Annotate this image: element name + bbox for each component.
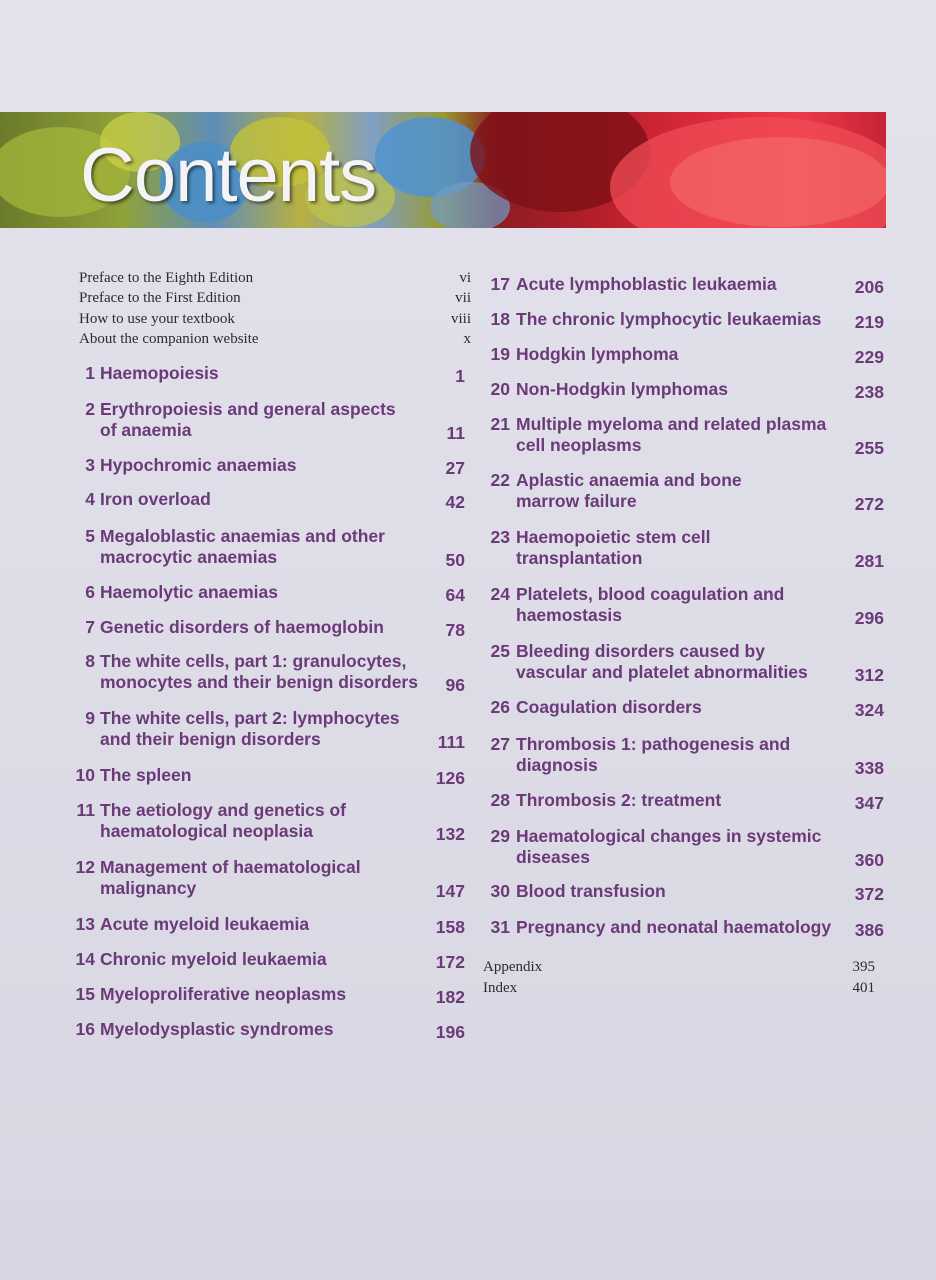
- front-matter-item: [79, 311, 471, 331]
- chapter-number: 15: [75, 984, 95, 1004]
- chapter-page: 64: [445, 585, 465, 605]
- back-matter-title: Index: [483, 980, 518, 996]
- chapter-title: Coagulation disorders: [516, 697, 702, 717]
- back-matter-page: 401: [852, 980, 875, 996]
- chapter-page: 147: [435, 881, 465, 901]
- chapter-number: 16: [75, 1019, 95, 1039]
- chapter-number: 4: [85, 489, 95, 509]
- chapter-page: 182: [435, 987, 465, 1007]
- chapter-number: 26: [490, 697, 510, 717]
- chapter-page: 219: [854, 312, 884, 332]
- chapter-entry: [480, 527, 884, 571]
- back-matter-page: 395: [852, 959, 875, 975]
- chapter-title: Iron overload: [100, 489, 211, 509]
- chapter-entry: [480, 790, 884, 812]
- chapter-page: 360: [854, 850, 884, 870]
- chapter-page: 281: [854, 551, 884, 571]
- chapter-entry: [60, 363, 465, 385]
- chapter-entry: [60, 949, 465, 971]
- chapter-title: Acute myeloid leukaemia: [100, 914, 310, 934]
- chapter-page: 196: [435, 1022, 465, 1042]
- chapter-page: 255: [854, 438, 884, 458]
- chapter-entry: [480, 917, 884, 939]
- front-matter-item: [79, 270, 471, 290]
- chapter-number: 27: [490, 734, 510, 754]
- chapter-title: Megaloblastic anaemias and other: [100, 526, 385, 546]
- chapter-page: 96: [445, 675, 465, 695]
- chapter-entry: [60, 455, 465, 477]
- chapter-title: Multiple myeloma and related plasma: [516, 414, 827, 434]
- chapter-number: 12: [75, 857, 95, 877]
- chapter-title: Aplastic anaemia and bone: [516, 470, 742, 490]
- chapter-entry: [480, 697, 884, 719]
- chapter-entry: [60, 617, 465, 639]
- chapter-number: 25: [490, 641, 510, 661]
- chapter-entry: [60, 651, 465, 695]
- chapter-title: Bleeding disorders caused by: [516, 641, 765, 661]
- chapter-title: Myelodysplastic syndromes: [100, 1019, 334, 1039]
- chapter-title: The chronic lymphocytic leukaemias: [516, 309, 822, 329]
- chapter-page: 386: [854, 920, 884, 940]
- chapter-entry: [60, 984, 465, 1006]
- chapter-entry: [60, 489, 465, 511]
- chapter-page: 296: [854, 608, 884, 628]
- chapter-page: 229: [854, 347, 884, 367]
- chapter-page: 238: [854, 382, 884, 402]
- chapter-number: 17: [490, 274, 510, 294]
- chapter-entry: [60, 800, 465, 844]
- chapter-number: 13: [75, 914, 95, 934]
- chapter-page: 206: [854, 277, 884, 297]
- page-title: Contents: [80, 133, 377, 218]
- chapter-entry: [60, 708, 465, 752]
- chapter-number: 31: [490, 917, 510, 937]
- chapter-title-line2: marrow failure: [516, 491, 637, 511]
- chapter-number: 23: [490, 527, 510, 547]
- contents-banner: [0, 112, 886, 228]
- chapter-title: Genetic disorders of haemoglobin: [100, 617, 384, 637]
- chapter-page: 126: [435, 768, 465, 788]
- front-matter-page: vii: [455, 290, 471, 306]
- front-matter-title: Preface to the Eighth Edition: [79, 270, 254, 286]
- chapter-number: 2: [85, 399, 95, 419]
- chapter-number: 5: [85, 526, 95, 546]
- chapter-entry: [480, 641, 884, 685]
- chapter-title: The spleen: [100, 765, 192, 785]
- chapter-number: 14: [75, 949, 95, 969]
- chapter-entry: [480, 344, 884, 366]
- chapter-title: Management of haematological: [100, 857, 361, 877]
- chapter-title-line2: monocytes and their benign disorders: [100, 672, 418, 692]
- chapter-title: The aetiology and genetics of: [100, 800, 347, 820]
- chapter-page: 132: [435, 824, 465, 844]
- chapter-entry: [60, 582, 465, 604]
- chapter-title-line2: cell neoplasms: [516, 435, 642, 455]
- chapter-entry: [480, 379, 884, 401]
- front-matter-title: How to use your textbook: [79, 311, 235, 327]
- chapter-title: Thrombosis 1: pathogenesis and: [516, 734, 791, 754]
- chapter-number: 19: [490, 344, 510, 364]
- front-matter-page: vi: [459, 270, 471, 286]
- front-matter-title: Preface to the First Edition: [79, 290, 241, 306]
- chapter-title-line2: diagnosis: [516, 755, 598, 775]
- chapter-title: Haemopoietic stem cell: [516, 527, 711, 547]
- chapter-number: 20: [490, 379, 510, 399]
- chapter-title-line2: of anaemia: [100, 420, 192, 440]
- chapter-title: Acute lymphoblastic leukaemia: [516, 274, 777, 294]
- chapter-title: Haemopoiesis: [100, 363, 219, 383]
- front-matter-page: viii: [450, 311, 471, 327]
- chapter-page: 78: [445, 620, 465, 640]
- chapter-page: 347: [854, 793, 884, 813]
- chapter-title: Chronic myeloid leukaemia: [100, 949, 327, 969]
- back-matter-title: Appendix: [483, 959, 543, 975]
- chapter-entry: [60, 914, 465, 936]
- chapter-title: Thrombosis 2: treatment: [516, 790, 722, 810]
- chapter-title-line2: transplantation: [516, 548, 643, 568]
- chapter-number: 30: [490, 881, 510, 901]
- chapter-number: 10: [75, 765, 95, 785]
- chapter-title-line2: diseases: [516, 847, 590, 867]
- chapter-entry: [60, 399, 465, 443]
- chapter-entry: [60, 765, 465, 787]
- chapter-number: 6: [85, 582, 95, 602]
- chapter-title-line2: haematological neoplasia: [100, 821, 313, 841]
- chapter-title: Haematological changes in systemic: [516, 826, 822, 846]
- front-matter-item: [79, 290, 471, 310]
- chapter-entry: [480, 274, 884, 296]
- chapter-page: 50: [445, 550, 465, 570]
- chapter-page: 272: [854, 494, 884, 514]
- front-matter-page: x: [463, 331, 471, 347]
- chapter-number: 8: [85, 651, 95, 671]
- chapter-number: 18: [490, 309, 510, 329]
- chapter-title-line2: vascular and platelet abnormalities: [516, 662, 808, 682]
- chapter-entry: [480, 584, 884, 628]
- chapter-number: 9: [85, 708, 95, 728]
- front-matter-item: [79, 331, 471, 351]
- chapter-number: 11: [76, 800, 95, 820]
- chapter-number: 22: [490, 470, 510, 490]
- chapter-title: Blood transfusion: [516, 881, 666, 901]
- chapter-title: Non-Hodgkin lymphomas: [516, 379, 728, 399]
- chapter-title: Myeloproliferative neoplasms: [100, 984, 347, 1004]
- chapter-page: 158: [435, 917, 465, 937]
- chapter-entry: [480, 414, 884, 458]
- chapter-page: 372: [854, 884, 884, 904]
- chapter-entry: [480, 734, 884, 778]
- chapter-title: The white cells, part 1: granulocytes,: [100, 651, 407, 671]
- back-matter-item: [483, 959, 875, 979]
- chapter-title: The white cells, part 2: lymphocytes: [100, 708, 400, 728]
- chapter-title: Platelets, blood coagulation and: [516, 584, 785, 604]
- chapter-title-line2: haemostasis: [516, 605, 623, 625]
- chapter-number: 3: [85, 455, 95, 475]
- chapter-page: 324: [854, 700, 884, 720]
- chapter-title: Hodgkin lymphoma: [516, 344, 679, 364]
- chapter-title: Pregnancy and neonatal haematology: [516, 917, 832, 937]
- chapter-title: Haemolytic anaemias: [100, 582, 279, 602]
- chapter-number: 1: [85, 363, 95, 383]
- chapter-page: 312: [854, 665, 884, 685]
- chapter-number: 21: [490, 414, 510, 434]
- chapter-title-line2: macrocytic anaemias: [100, 547, 278, 567]
- chapter-page: 172: [435, 952, 465, 972]
- chapter-page: 1: [455, 366, 465, 386]
- chapter-entry: [480, 881, 884, 903]
- chapter-page: 338: [854, 758, 884, 778]
- chapter-page: 111: [437, 732, 465, 752]
- chapter-title: Erythropoiesis and general aspects: [100, 399, 396, 419]
- back-matter-item: [483, 980, 875, 1000]
- chapter-page: 27: [445, 458, 465, 478]
- chapter-entry: [60, 1019, 465, 1041]
- chapter-title-line2: malignancy: [100, 878, 197, 898]
- chapter-title-line2: and their benign disorders: [100, 729, 321, 749]
- chapter-entry: [60, 526, 465, 570]
- chapter-number: 7: [85, 617, 95, 637]
- chapter-number: 28: [490, 790, 510, 810]
- chapter-entry: [60, 857, 465, 901]
- chapter-entry: [480, 309, 884, 331]
- front-matter-title: About the companion website: [79, 331, 259, 347]
- chapter-number: 24: [490, 584, 510, 604]
- chapter-page: 11: [446, 423, 465, 443]
- chapter-number: 29: [490, 826, 510, 846]
- chapter-entry: [480, 826, 884, 870]
- chapter-title: Hypochromic anaemias: [100, 455, 297, 475]
- chapter-entry: [480, 470, 884, 514]
- chapter-page: 42: [445, 492, 465, 512]
